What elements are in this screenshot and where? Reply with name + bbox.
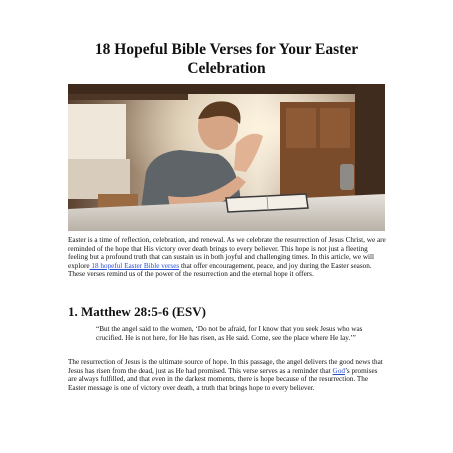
commentary-text-after-link: ’s promises are always fulfilled, and that even in the darkest moments, there is hope because of the resurrection. The Easter message is one of victory over death, a truth that brings hope to every believer. <box>68 366 378 392</box>
god-link[interactable]: God <box>332 366 345 375</box>
easter-verses-link[interactable]: 18 hopeful Easter Bible verses <box>89 261 180 270</box>
article-title: 18 Hopeful Bible Verses for Your Easter Celebration <box>94 41 359 77</box>
intro-text-before-link: Easter is a time of reflection, celebration, and renewal. As we celebrate the resurrection of Jesus Christ, we are reminded of the hope that His victory over death brings to every believer. This hope is not just a fleeting feeling but a profound truth that can sustain us in both joyful and challenging times. In this article, we will explore <box>68 236 386 270</box>
intro-paragraph <box>68 236 386 279</box>
hero-image-man-praying <box>68 84 385 231</box>
commentary-paragraph <box>68 358 386 392</box>
section-heading-matthew: 1. Matthew 28:5-6 (ESV) <box>68 304 206 319</box>
commentary-text-before-link: The resurrection of Jesus is the ultimate source of hope. In this passage, the angel delivers the good news that Jesus has risen from the dead, just as He had promised. This verse serves as a reminder that <box>68 358 383 375</box>
scripture-quote: “But the angel said to the women, ‘Do not be afraid, for I know that you seek Jesus who was crucified. He is not here, for He has risen, as He said. Come, see the place where He lay.’” <box>96 325 363 342</box>
intro-text-after-link: that offer encouragement, peace, and joy during the Easter season. These verses remind us of the power of the resurrection and the eternal hope it offers. <box>68 261 372 279</box>
